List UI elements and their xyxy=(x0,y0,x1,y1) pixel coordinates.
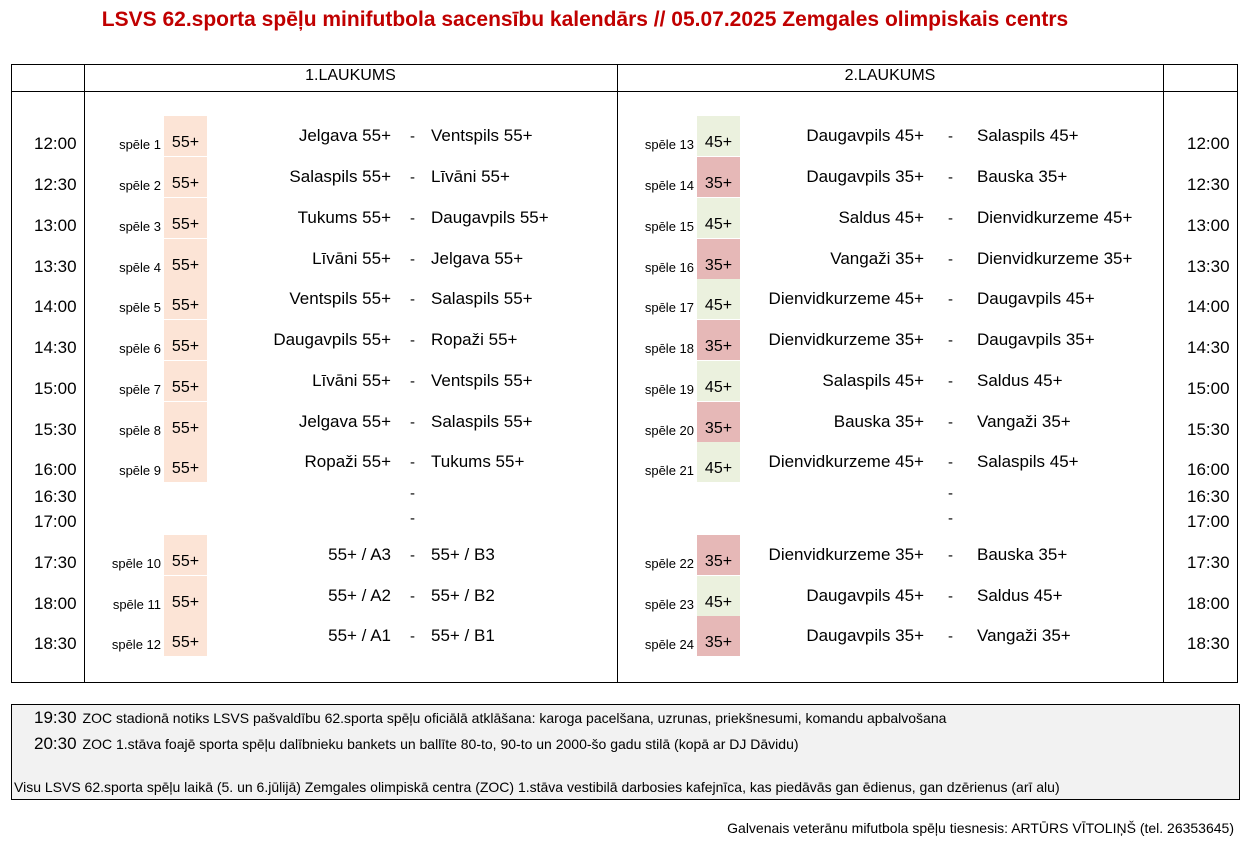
age-category-badge: 45+ xyxy=(697,198,740,238)
match-row xyxy=(0,535,1244,575)
away-team: Salaspils 45+ xyxy=(977,452,1079,471)
home-team: Salaspils 45+ xyxy=(822,371,924,390)
match-separator: - xyxy=(410,251,415,268)
away-team: Salaspils 55+ xyxy=(431,289,533,308)
game-number: spēle 22 xyxy=(644,556,694,571)
away-team: Dienvidkurzeme 45+ xyxy=(977,208,1133,227)
match-row xyxy=(0,361,1244,401)
time-label: 18:00 xyxy=(1187,594,1230,613)
away-team: Daugavpils 35+ xyxy=(977,330,1095,349)
away-team: Ventspils 55+ xyxy=(431,126,533,145)
info-line-cafe: Visu LSVS 62.sporta spēļu laikā (5. un 6.jūlijā) Zemgales olimpiskā centra (ZOC) 1.stāva vestibilā darbosies kafejnīca, kas piedāvās gan ēdienus, gan dzērienus (arī alu) xyxy=(14,779,1060,795)
time-label: 17:30 xyxy=(1187,553,1230,572)
away-team: Salaspils 55+ xyxy=(431,412,533,431)
away-team: 55+ / B2 xyxy=(431,586,495,605)
away-team: Dienvidkurzeme 35+ xyxy=(977,249,1133,268)
field-1-header: 1.LAUKUMS xyxy=(305,67,396,84)
age-category-badge: 45+ xyxy=(697,576,740,616)
match-row xyxy=(0,116,1244,156)
match-separator: - xyxy=(948,414,953,431)
info-line-banquet xyxy=(34,734,799,754)
game-number: spēle 4 xyxy=(119,260,161,275)
away-team: 55+ / B3 xyxy=(431,545,495,564)
match-separator: - xyxy=(410,628,415,645)
age-category-badge: 55+ xyxy=(164,535,207,575)
home-team: Salaspils 55+ xyxy=(289,167,391,186)
match-separator: - xyxy=(948,510,953,527)
age-category-badge: 55+ xyxy=(164,239,207,279)
match-row xyxy=(0,320,1244,360)
info-line-opening xyxy=(34,708,946,728)
home-team: 55+ / A2 xyxy=(328,586,391,605)
age-category-badge: 45+ xyxy=(697,361,740,401)
info-box xyxy=(11,704,1240,800)
home-team: Līvāni 55+ xyxy=(312,249,391,268)
field-2-header: 2.LAUKUMS xyxy=(844,67,936,84)
game-number: spēle 18 xyxy=(644,341,694,356)
away-team: Bauska 35+ xyxy=(977,545,1068,564)
age-category-badge: 45+ xyxy=(697,279,740,319)
home-team: 55+ / A1 xyxy=(328,626,391,645)
match-separator: - xyxy=(948,588,953,605)
home-team: Tukums 55+ xyxy=(297,208,391,227)
home-team: 55+ / A3 xyxy=(328,545,391,564)
game-number: spēle 1 xyxy=(119,137,161,152)
game-number: spēle 7 xyxy=(119,382,161,397)
home-team: Daugavpils 35+ xyxy=(806,626,924,645)
age-category-badge: 35+ xyxy=(697,402,740,442)
away-team: Ropaži 55+ xyxy=(431,330,518,349)
age-category-badge: 55+ xyxy=(164,157,207,197)
header-divider xyxy=(12,91,1237,92)
time-label: 18:30 xyxy=(1187,634,1230,653)
home-team: Daugavpils 55+ xyxy=(273,330,391,349)
age-category-badge: 55+ xyxy=(164,616,207,656)
age-category-badge: 55+ xyxy=(164,116,207,156)
match-separator: - xyxy=(948,332,953,349)
match-separator: - xyxy=(410,373,415,390)
game-number: spēle 20 xyxy=(644,423,694,438)
match-separator: - xyxy=(948,210,953,227)
game-number: spēle 23 xyxy=(644,597,694,612)
match-separator: - xyxy=(410,210,415,227)
game-number: spēle 13 xyxy=(644,137,694,152)
time-label: 15:00 xyxy=(34,379,77,398)
info-time: 19:30 xyxy=(34,708,77,727)
away-team: Saldus 45+ xyxy=(977,586,1063,605)
match-separator: - xyxy=(410,414,415,431)
home-team: Daugavpils 45+ xyxy=(806,126,924,145)
game-number: spēle 21 xyxy=(644,463,694,478)
match-separator: - xyxy=(410,332,415,349)
time-label: 14:00 xyxy=(34,297,77,316)
age-category-badge: 35+ xyxy=(697,239,740,279)
match-separator: - xyxy=(948,291,953,308)
time-label: 12:00 xyxy=(34,134,77,153)
game-number: spēle 12 xyxy=(111,637,161,652)
home-team: Dienvidkurzeme 35+ xyxy=(768,545,924,564)
time-label: 15:30 xyxy=(34,420,77,439)
time-label: 17:30 xyxy=(34,553,77,572)
time-label: 12:30 xyxy=(1187,175,1230,194)
match-separator: - xyxy=(948,373,953,390)
home-team: Jelgava 55+ xyxy=(298,412,391,431)
time-label: 15:30 xyxy=(1187,420,1230,439)
match-separator: - xyxy=(948,547,953,564)
home-team: Vangaži 35+ xyxy=(830,249,924,268)
match-separator: - xyxy=(410,588,415,605)
time-label: 14:30 xyxy=(34,338,77,357)
time-label: 16:00 xyxy=(34,460,77,479)
match-separator: - xyxy=(410,128,415,145)
match-row xyxy=(0,442,1244,482)
home-team: Dienvidkurzeme 45+ xyxy=(768,452,924,471)
match-separator: - xyxy=(410,454,415,471)
game-number: spēle 14 xyxy=(644,178,694,193)
age-category-badge: 45+ xyxy=(697,442,740,482)
game-number: spēle 2 xyxy=(119,178,161,193)
time-label: 14:30 xyxy=(1187,338,1230,357)
time-label: 18:00 xyxy=(34,594,77,613)
home-team: Līvāni 55+ xyxy=(312,371,391,390)
age-category-badge: 55+ xyxy=(164,442,207,482)
match-row xyxy=(0,239,1244,279)
away-team: Tukums 55+ xyxy=(431,452,525,471)
match-row xyxy=(0,576,1244,616)
time-label: 17:00 xyxy=(1187,512,1230,531)
game-number: spēle 3 xyxy=(119,219,161,234)
age-category-badge: 55+ xyxy=(164,361,207,401)
time-label: 13:00 xyxy=(34,216,77,235)
time-label: 16:30 xyxy=(1187,487,1230,506)
home-team: Dienvidkurzeme 45+ xyxy=(768,289,924,308)
time-label: 12:30 xyxy=(34,175,77,194)
page-title: LSVS 62.sporta spēļu minifutbola sacensību kalendārs // 05.07.2025 Zemgales olimpiskais centrs xyxy=(101,8,1069,31)
age-category-badge: 35+ xyxy=(697,535,740,575)
away-team: 55+ / B1 xyxy=(431,626,495,645)
match-row xyxy=(0,402,1244,442)
match-separator: - xyxy=(410,291,415,308)
game-number: spēle 16 xyxy=(644,260,694,275)
time-label: 12:00 xyxy=(1187,134,1230,153)
time-label: 14:00 xyxy=(1187,297,1230,316)
away-team: Līvāni 55+ xyxy=(431,167,510,186)
home-team: Daugavpils 45+ xyxy=(806,586,924,605)
match-separator: - xyxy=(948,485,953,502)
age-category-badge: 35+ xyxy=(697,616,740,656)
home-team: Saldus 45+ xyxy=(838,208,924,227)
home-team: Bauska 35+ xyxy=(833,412,924,431)
game-number: spēle 5 xyxy=(119,300,161,315)
age-category-badge: 55+ xyxy=(164,576,207,616)
match-separator: - xyxy=(948,454,953,471)
age-category-badge: 35+ xyxy=(697,157,740,197)
game-number: spēle 10 xyxy=(111,556,161,571)
age-category-badge: 35+ xyxy=(697,320,740,360)
match-row xyxy=(0,616,1244,656)
game-number: spēle 15 xyxy=(644,219,694,234)
match-separator: - xyxy=(948,128,953,145)
info-time: 20:30 xyxy=(34,734,77,753)
time-label: 15:00 xyxy=(1187,379,1230,398)
time-label: 18:30 xyxy=(34,634,77,653)
game-number: spēle 17 xyxy=(644,300,694,315)
away-team: Ventspils 55+ xyxy=(431,371,533,390)
match-separator: - xyxy=(948,628,953,645)
away-team: Salaspils 45+ xyxy=(977,126,1079,145)
home-team: Dienvidkurzeme 35+ xyxy=(768,330,924,349)
game-number: spēle 24 xyxy=(644,637,694,652)
home-team: Daugavpils 35+ xyxy=(806,167,924,186)
match-separator: - xyxy=(410,485,415,502)
away-team: Saldus 45+ xyxy=(977,371,1063,390)
age-category-badge: 55+ xyxy=(164,198,207,238)
time-label: 13:30 xyxy=(1187,257,1230,276)
home-team: Ropaži 55+ xyxy=(304,452,391,471)
game-number: spēle 19 xyxy=(644,382,694,397)
time-label: 16:00 xyxy=(1187,460,1230,479)
game-number: spēle 6 xyxy=(119,341,161,356)
match-row xyxy=(0,279,1244,319)
match-separator: - xyxy=(410,547,415,564)
match-row xyxy=(0,157,1244,197)
time-label: 17:00 xyxy=(34,512,77,531)
away-team: Vangaži 35+ xyxy=(977,626,1071,645)
match-separator: - xyxy=(948,169,953,186)
home-team: Ventspils 55+ xyxy=(289,289,391,308)
age-category-badge: 45+ xyxy=(697,116,740,156)
match-separator: - xyxy=(410,510,415,527)
age-category-badge: 55+ xyxy=(164,402,207,442)
game-number: spēle 9 xyxy=(119,463,161,478)
time-label: 16:30 xyxy=(34,487,77,506)
referee-footer: Galvenais veterānu mifutbola spēļu tiesnesis: ARTŪRS VĪTOLIŅŠ (tel. 26353645) xyxy=(727,820,1234,836)
age-category-badge: 55+ xyxy=(164,320,207,360)
info-text: ZOC 1.stāva foajē sporta spēļu dalībnieku bankets un ballīte 80-to, 90-to un 2000-šo gadu stilā (kopā ar DJ Dāvidu) xyxy=(82,736,799,752)
away-team: Jelgava 55+ xyxy=(431,249,524,268)
match-separator: - xyxy=(948,251,953,268)
info-text: ZOC stadionā notiks LSVS pašvaldību 62.sporta spēļu oficiālā atklāšana: karoga pacelšana, uzrunas, priekšnesumi, komandu apbalvošana xyxy=(82,710,947,726)
time-label: 13:30 xyxy=(34,257,77,276)
away-team: Daugavpils 55+ xyxy=(431,208,549,227)
away-team: Bauska 35+ xyxy=(977,167,1068,186)
away-team: Daugavpils 45+ xyxy=(977,289,1095,308)
match-row xyxy=(0,198,1244,238)
home-team: Jelgava 55+ xyxy=(298,126,391,145)
time-label: 13:00 xyxy=(1187,216,1230,235)
match-separator: - xyxy=(410,169,415,186)
game-number: spēle 8 xyxy=(119,423,161,438)
game-number: spēle 11 xyxy=(112,597,161,612)
away-team: Vangaži 35+ xyxy=(977,412,1071,431)
age-category-badge: 55+ xyxy=(164,279,207,319)
